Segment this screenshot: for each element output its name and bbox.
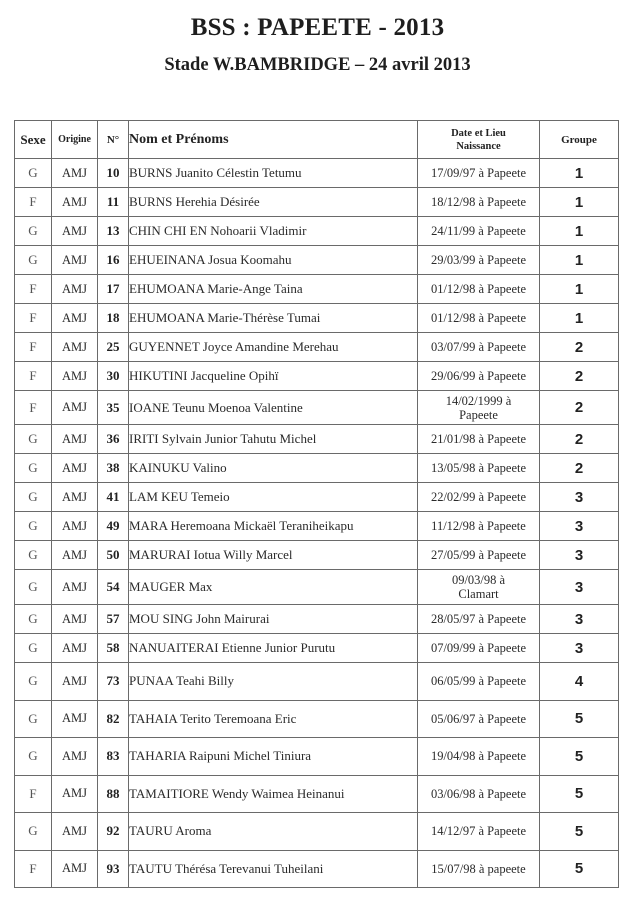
- table-row: [15, 304, 619, 333]
- cell-groupe: 3: [540, 570, 619, 605]
- date-line: 05/06/97 à Papeete: [430, 711, 527, 726]
- cell-numero: 16: [98, 246, 129, 275]
- table-row: [15, 483, 619, 512]
- date-line-2: Papeete: [459, 407, 498, 422]
- cell-origine: AMJ: [52, 275, 98, 304]
- cell-groupe: 2: [540, 333, 619, 362]
- date-line: 14/02/1999 à: [445, 393, 512, 408]
- date-line: 14/12/97 à Papeete: [430, 824, 527, 839]
- header-date-line2: Naissance: [456, 140, 501, 152]
- cell-nom: TAMAITIORE Wendy Waimea Heinanui: [129, 775, 418, 813]
- table-row: [15, 391, 619, 425]
- table-row: [15, 159, 619, 188]
- cell-numero: 35: [98, 391, 129, 425]
- date-line: 17/09/97 à Papeete: [430, 166, 527, 180]
- cell-origine: AMJ: [52, 541, 98, 570]
- cell-sexe: G: [15, 512, 52, 541]
- cell-origine: AMJ: [52, 813, 98, 851]
- cell-origine: AMJ: [52, 246, 98, 275]
- table-row: [15, 246, 619, 275]
- cell-groupe: 5: [540, 738, 619, 776]
- cell-nom: LAM KEU Temeio: [129, 483, 418, 512]
- cell-groupe: 1: [540, 159, 619, 188]
- cell-groupe: 2: [540, 425, 619, 454]
- cell-numero: 57: [98, 605, 129, 634]
- cell-numero: 88: [98, 775, 129, 813]
- cell-nom: BURNS Herehia Désirée: [129, 188, 418, 217]
- cell-sexe: G: [15, 634, 52, 663]
- date-line: 11/12/98 à Papeete: [431, 519, 526, 533]
- date-line-2: Clamart: [458, 587, 499, 601]
- cell-origine: AMJ: [52, 850, 98, 888]
- cell-groupe: 5: [540, 700, 619, 738]
- date-line: 13/05/98 à Papeete: [430, 461, 527, 475]
- table-row: [15, 775, 619, 813]
- cell-groupe: 1: [540, 275, 619, 304]
- cell-nom: MARURAI Iotua Willy Marcel: [129, 541, 418, 570]
- cell-numero: 18: [98, 304, 129, 333]
- cell-nom: TAUTU Thérésa Terevanui Tuheilani: [129, 850, 418, 888]
- cell-groupe: 3: [540, 541, 619, 570]
- cell-groupe: 3: [540, 634, 619, 663]
- cell-date-lieu: [418, 512, 540, 541]
- cell-groupe: 1: [540, 217, 619, 246]
- cell-numero: 36: [98, 425, 129, 454]
- table-row: [15, 700, 619, 738]
- date-line: 29/03/99 à Papeete: [430, 253, 527, 267]
- cell-sexe: G: [15, 159, 52, 188]
- cell-date-lieu: [418, 813, 540, 851]
- cell-origine: AMJ: [52, 188, 98, 217]
- cell-sexe: G: [15, 813, 52, 851]
- date-line: 22/02/99 à Papeete: [430, 490, 527, 504]
- cell-date-lieu: [418, 425, 540, 454]
- cell-groupe: 2: [540, 454, 619, 483]
- cell-date-lieu: [418, 663, 540, 701]
- table-row: [15, 605, 619, 634]
- cell-groupe: 5: [540, 850, 619, 888]
- cell-numero: 50: [98, 541, 129, 570]
- cell-sexe: G: [15, 425, 52, 454]
- cell-sexe: G: [15, 605, 52, 634]
- cell-origine: AMJ: [52, 775, 98, 813]
- cell-sexe: F: [15, 333, 52, 362]
- cell-date-lieu: [418, 304, 540, 333]
- cell-numero: 58: [98, 634, 129, 663]
- cell-nom: BURNS Juanito Célestin Tetumu: [129, 159, 418, 188]
- cell-sexe: G: [15, 570, 52, 605]
- table-row: [15, 188, 619, 217]
- cell-groupe: 2: [540, 391, 619, 425]
- header-origine: Origine: [52, 121, 98, 159]
- cell-sexe: G: [15, 700, 52, 738]
- cell-origine: AMJ: [52, 483, 98, 512]
- cell-nom: EHUEINANA Josua Koomahu: [129, 246, 418, 275]
- cell-numero: 73: [98, 663, 129, 701]
- cell-groupe: 3: [540, 512, 619, 541]
- cell-date-lieu: [418, 333, 540, 362]
- cell-date-lieu: [418, 483, 540, 512]
- date-line: 15/07/98 à papeete: [431, 861, 526, 876]
- cell-date-lieu: [418, 850, 540, 888]
- cell-numero: 92: [98, 813, 129, 851]
- header-nom: Nom et Prénoms: [129, 121, 418, 159]
- cell-date-lieu: [418, 775, 540, 813]
- cell-sexe: F: [15, 362, 52, 391]
- cell-sexe: F: [15, 304, 52, 333]
- cell-numero: 30: [98, 362, 129, 391]
- cell-nom: MARA Heremoana Mickaël Teraniheikapu: [129, 512, 418, 541]
- table-row: [15, 454, 619, 483]
- cell-nom: IOANE Teunu Moenoa Valentine: [129, 391, 418, 425]
- cell-nom: TAHAIA Terito Teremoana Eric: [129, 700, 418, 738]
- cell-nom: HIKUTINI Jacqueline Opihï: [129, 362, 418, 391]
- cell-origine: AMJ: [52, 217, 98, 246]
- cell-origine: AMJ: [52, 454, 98, 483]
- table-row: [15, 512, 619, 541]
- date-line: 01/12/98 à Papeete: [430, 282, 527, 296]
- cell-date-lieu: [418, 738, 540, 776]
- cell-nom: CHIN CHI EN Nohoarii Vladimir: [129, 217, 418, 246]
- cell-origine: AMJ: [52, 333, 98, 362]
- table-row: [15, 275, 619, 304]
- cell-origine: AMJ: [52, 304, 98, 333]
- cell-nom: MOU SING John Mairurai: [129, 605, 418, 634]
- cell-origine: AMJ: [52, 570, 98, 605]
- cell-numero: 25: [98, 333, 129, 362]
- table-header-row: [15, 121, 619, 159]
- cell-nom: PUNAA Teahi Billy: [129, 663, 418, 701]
- cell-date-lieu: [418, 391, 540, 425]
- date-line: 29/06/99 à Papeete: [430, 369, 527, 383]
- cell-nom: MAUGER Max: [129, 570, 418, 605]
- cell-nom: EHUMOANA Marie-Thérèse Tumai: [129, 304, 418, 333]
- cell-date-lieu: [418, 700, 540, 738]
- table-row: [15, 634, 619, 663]
- cell-sexe: F: [15, 391, 52, 425]
- table-row: [15, 850, 619, 888]
- cell-nom: KAINUKU Valino: [129, 454, 418, 483]
- date-line: 19/04/98 à Papeete: [430, 749, 527, 764]
- cell-origine: AMJ: [52, 605, 98, 634]
- cell-nom: TAURU Aroma: [129, 813, 418, 851]
- header-sexe: Sexe: [15, 121, 52, 159]
- cell-date-lieu: [418, 217, 540, 246]
- cell-date-lieu: [418, 634, 540, 663]
- cell-sexe: G: [15, 738, 52, 776]
- table-row: [15, 541, 619, 570]
- cell-groupe: 3: [540, 483, 619, 512]
- table-row: [15, 813, 619, 851]
- cell-sexe: F: [15, 775, 52, 813]
- cell-nom: EHUMOANA Marie-Ange Taina: [129, 275, 418, 304]
- table-row: [15, 362, 619, 391]
- cell-sexe: G: [15, 541, 52, 570]
- cell-sexe: F: [15, 188, 52, 217]
- cell-numero: 93: [98, 850, 129, 888]
- cell-numero: 82: [98, 700, 129, 738]
- cell-groupe: 5: [540, 813, 619, 851]
- cell-groupe: 4: [540, 663, 619, 701]
- cell-numero: 17: [98, 275, 129, 304]
- cell-origine: AMJ: [52, 425, 98, 454]
- participants-table: [14, 120, 619, 888]
- cell-origine: AMJ: [52, 159, 98, 188]
- cell-sexe: G: [15, 663, 52, 701]
- cell-numero: 83: [98, 738, 129, 776]
- cell-origine: AMJ: [52, 700, 98, 738]
- cell-nom: NANUAITERAI Etienne Junior Purutu: [129, 634, 418, 663]
- cell-nom: TAHARIA Raipuni Michel Tiniura: [129, 738, 418, 776]
- table-row: [15, 663, 619, 701]
- cell-origine: AMJ: [52, 738, 98, 776]
- header-date-line1: Date et Lieu: [451, 127, 506, 139]
- cell-date-lieu: [418, 246, 540, 275]
- date-line: 03/06/98 à Papeete: [430, 786, 527, 801]
- cell-origine: AMJ: [52, 362, 98, 391]
- cell-nom: IRITI Sylvain Junior Tahutu Michel: [129, 425, 418, 454]
- cell-date-lieu: [418, 541, 540, 570]
- document-title: BSS : PAPEETE - 2013: [190, 14, 445, 41]
- cell-groupe: 1: [540, 188, 619, 217]
- table-row: [15, 217, 619, 246]
- cell-sexe: G: [15, 454, 52, 483]
- cell-numero: 11: [98, 188, 129, 217]
- date-line: 03/07/99 à Papeete: [430, 340, 527, 354]
- cell-groupe: 5: [540, 775, 619, 813]
- cell-groupe: 1: [540, 304, 619, 333]
- cell-numero: 49: [98, 512, 129, 541]
- cell-date-lieu: [418, 275, 540, 304]
- cell-numero: 13: [98, 217, 129, 246]
- header-date-lieu: [418, 121, 540, 159]
- cell-sexe: G: [15, 483, 52, 512]
- cell-origine: AMJ: [52, 391, 98, 425]
- date-line: 07/09/99 à Papeete: [430, 641, 527, 655]
- date-line: 06/05/99 à Papeete: [430, 674, 527, 689]
- cell-groupe: 3: [540, 605, 619, 634]
- cell-sexe: G: [15, 217, 52, 246]
- cell-groupe: 2: [540, 362, 619, 391]
- date-line: 09/03/98 à: [451, 573, 506, 587]
- cell-date-lieu: [418, 362, 540, 391]
- cell-sexe: G: [15, 246, 52, 275]
- document-subtitle: Stade W.BAMBRIDGE – 24 avril 2013: [164, 55, 471, 75]
- table-row: [15, 570, 619, 605]
- cell-date-lieu: [418, 188, 540, 217]
- date-line: 18/12/98 à Papeete: [430, 195, 527, 209]
- cell-origine: AMJ: [52, 512, 98, 541]
- date-line: 28/05/97 à Papeete: [430, 612, 527, 626]
- table-body: [15, 159, 619, 888]
- cell-nom: GUYENNET Joyce Amandine Merehau: [129, 333, 418, 362]
- date-line: 01/12/98 à Papeete: [430, 311, 527, 325]
- date-line: 24/11/99 à Papeete: [431, 224, 526, 238]
- cell-sexe: F: [15, 850, 52, 888]
- cell-origine: AMJ: [52, 634, 98, 663]
- cell-date-lieu: [418, 454, 540, 483]
- cell-origine: AMJ: [52, 663, 98, 701]
- date-line: 21/01/98 à Papeete: [430, 432, 527, 446]
- cell-date-lieu: [418, 570, 540, 605]
- cell-numero: 38: [98, 454, 129, 483]
- header-groupe: Groupe: [540, 121, 619, 159]
- cell-date-lieu: [418, 159, 540, 188]
- table-row: [15, 738, 619, 776]
- table-row: [15, 333, 619, 362]
- cell-date-lieu: [418, 605, 540, 634]
- cell-numero: 54: [98, 570, 129, 605]
- table-row: [15, 425, 619, 454]
- cell-groupe: 1: [540, 246, 619, 275]
- cell-numero: 10: [98, 159, 129, 188]
- cell-numero: 41: [98, 483, 129, 512]
- date-line: 27/05/99 à Papeete: [430, 548, 527, 562]
- header-numero: N°: [98, 121, 129, 159]
- cell-sexe: F: [15, 275, 52, 304]
